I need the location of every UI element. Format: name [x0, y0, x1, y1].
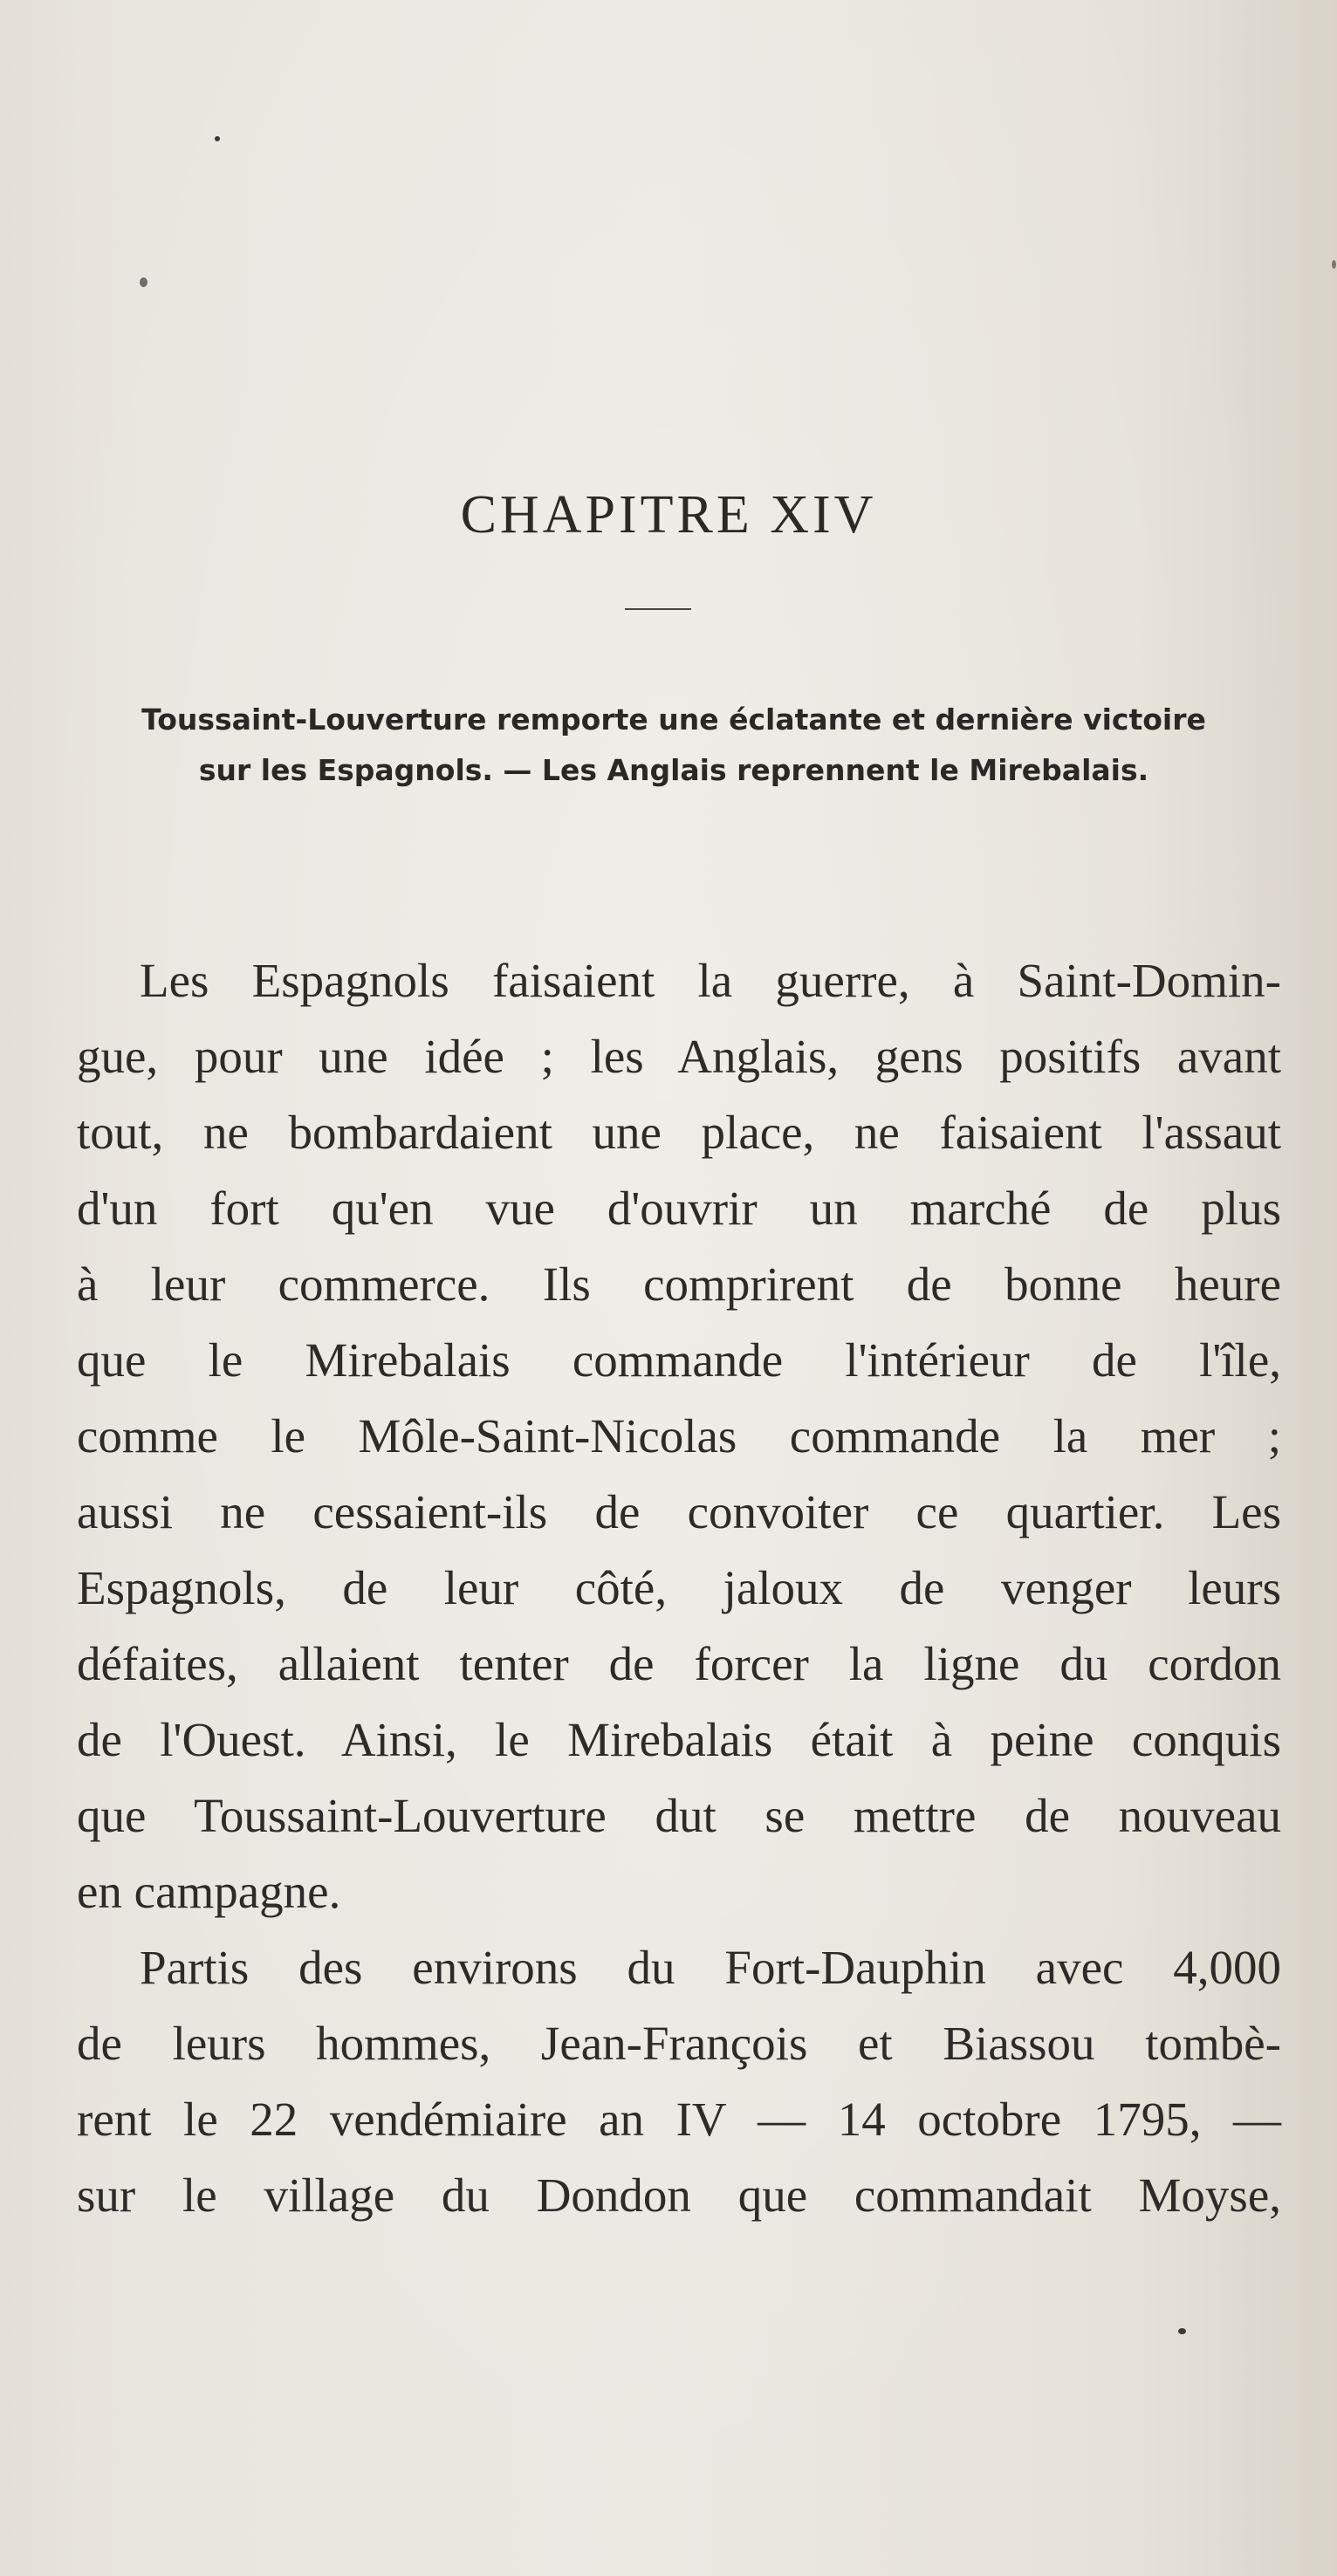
text-line: comme le Môle-Saint-Nicolas commande la mer ;: [77, 1409, 1281, 1463]
text-line: défaites, allaient tenter de forcer la ligne du cordon: [77, 1637, 1281, 1690]
summary-line: sur les Espagnols. — Les Anglais reprennent le Mirebalais.: [198, 753, 1149, 787]
chapter-title: CHAPITRE XIV: [460, 485, 877, 545]
text-line: Espagnols, de leur côté, jaloux de venger leurs: [77, 1561, 1281, 1614]
paragraph: [77, 1929, 1281, 2233]
text-line: de leurs hommes, Jean-François et Biassou tombè-: [77, 2017, 1281, 2070]
ink-speck: [1178, 2328, 1186, 2334]
text-line: Les Espagnols faisaient la guerre, à Saint-Domin-: [140, 954, 1281, 1007]
text-line: que Toussaint-Louverture dut se mettre de nouveau: [77, 1789, 1281, 1842]
summary-line: Toussaint-Louverture remporte une éclatante et dernière victoire: [141, 702, 1206, 736]
chapter-summary: [63, 695, 1285, 796]
text-line: rent le 22 vendémiaire an IV — 14 octobre 1795, —: [77, 2093, 1281, 2146]
body-text: [77, 942, 1281, 2233]
ink-speck: [1332, 260, 1336, 269]
paragraph: [77, 942, 1281, 1929]
ink-speck: [215, 136, 220, 141]
title-divider: [625, 608, 691, 610]
text-line: à leur commerce. Ils comprirent de bonne heure: [77, 1257, 1281, 1311]
text-line: tout, ne bombardaient une place, ne faisaient l'assaut: [77, 1106, 1281, 1159]
ink-speck: [140, 277, 147, 287]
text-line: que le Mirebalais commande l'intérieur de l'île,: [77, 1333, 1281, 1387]
text-line: aussi ne cessaient-ils de convoiter ce quartier. Les: [77, 1485, 1281, 1538]
text-line: Partis des environs du Fort-Dauphin avec 4,000: [140, 1941, 1281, 1994]
text-line: en campagne.: [77, 1865, 341, 1918]
text-line: sur le village du Dondon que commandait Moyse,: [77, 2168, 1281, 2222]
text-line: gue, pour une idée ; les Anglais, gens positifs avant: [77, 1030, 1281, 1083]
text-line: d'un fort qu'en vue d'ouvrir un marché de plus: [77, 1182, 1281, 1235]
text-line: de l'Ouest. Ainsi, le Mirebalais était à peine conquis: [77, 1713, 1281, 1766]
